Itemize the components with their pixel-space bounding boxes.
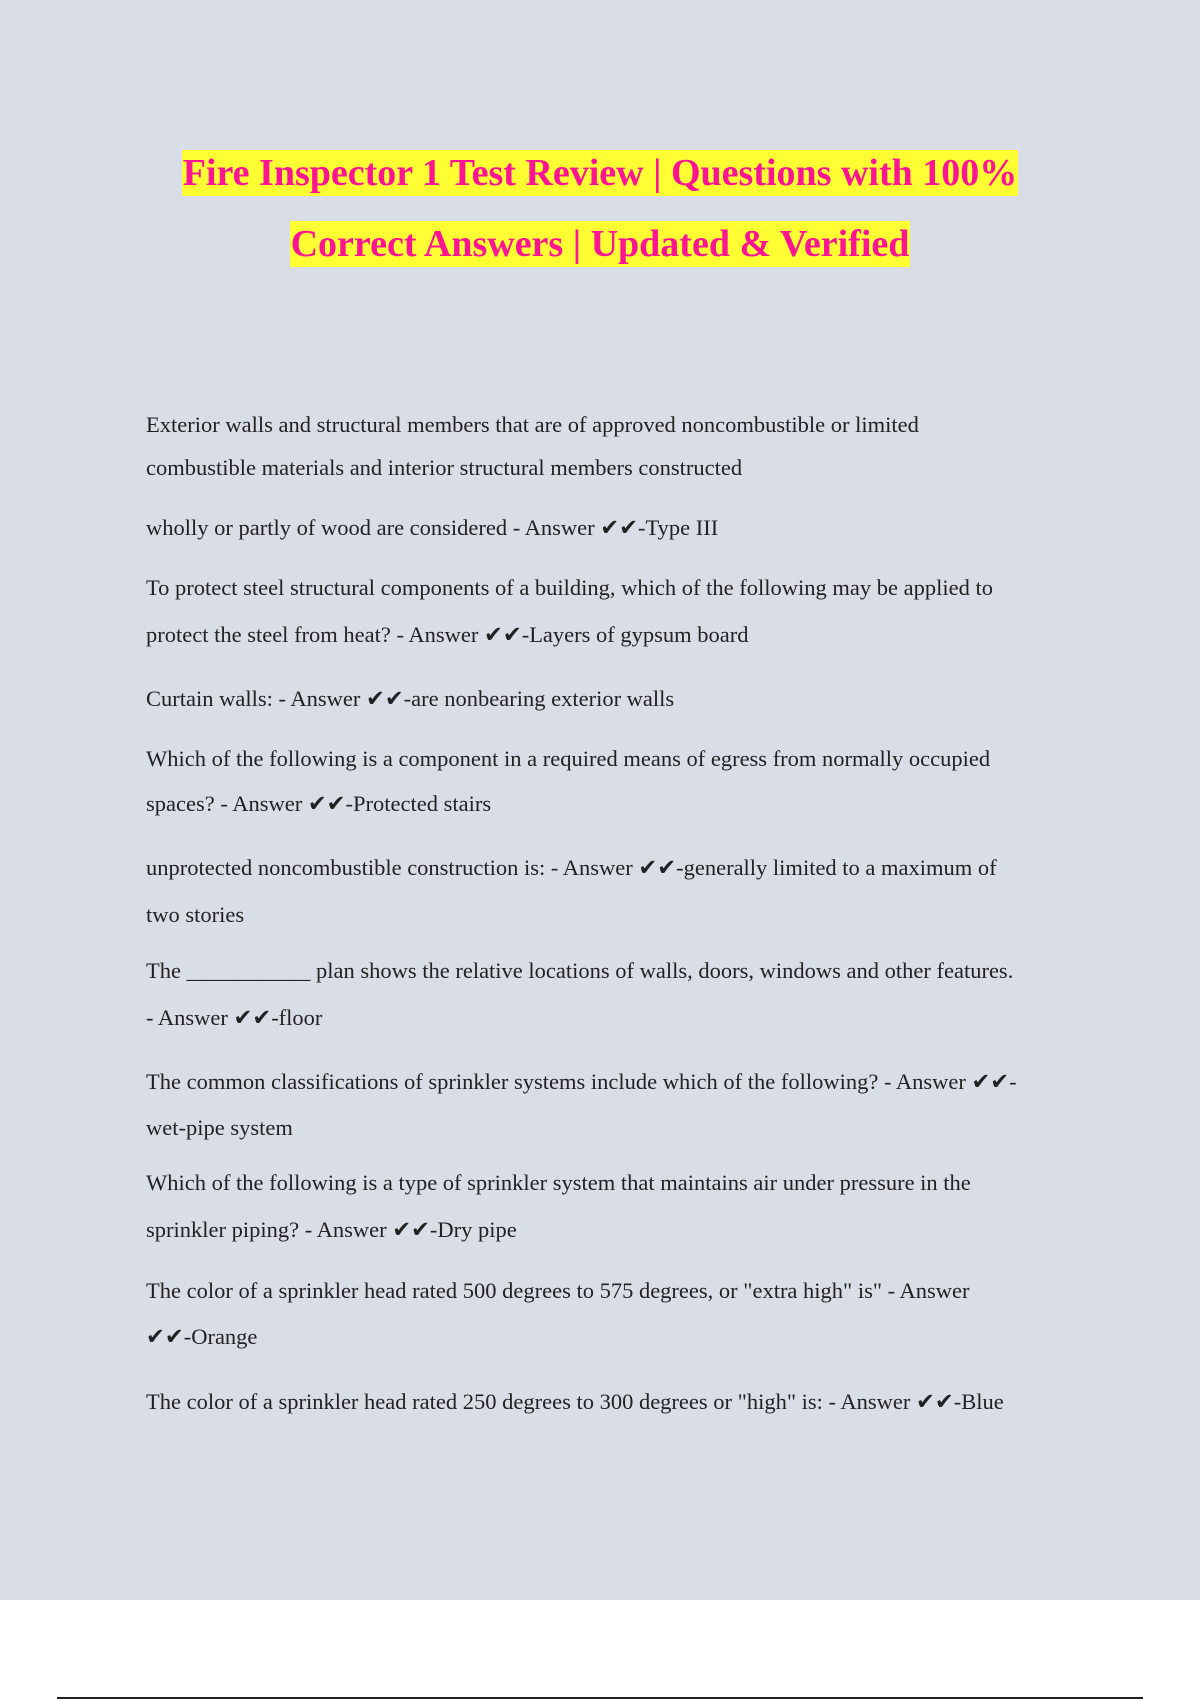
question-answer-line: unprotected noncombustible construction is: - Answer ✔✔-generally limited to a maximum of <box>146 855 997 880</box>
question-text: To protect steel structural components of a building, which of the following may be applied to <box>146 575 993 600</box>
question-text: Which of the following is a type of sprinkler system that maintains air under pressure in the <box>146 1170 971 1195</box>
question-text: The ___________ plan shows the relative locations of walls, doors, windows and other features. <box>146 958 1014 983</box>
question-answer-line: The color of a sprinkler head rated 500 degrees to 575 degrees, or "extra high" is" - Answer <box>146 1278 970 1303</box>
answer-continuation: two stories <box>146 902 245 927</box>
question-answer-line: - Answer ✔✔-floor <box>146 1005 323 1030</box>
question-text: Exterior walls and structural members that are of approved noncombustible or limited <box>146 412 919 437</box>
question-text: Which of the following is a component in a required means of egress from normally occupied <box>146 746 991 771</box>
answer-continuation: ✔✔-Orange <box>146 1324 258 1349</box>
question-answer-line: wholly or partly of wood are considered - Answer ✔✔-Type III <box>146 515 719 540</box>
question-text: combustible materials and interior structural members constructed <box>146 455 743 480</box>
title-line-1: Fire Inspector 1 Test Review | Questions with 100% <box>182 152 1018 194</box>
answer-continuation: wet-pipe system <box>146 1115 293 1140</box>
question-answer-line: protect the steel from heat? - Answer ✔✔-Layers of gypsum board <box>146 622 749 647</box>
question-answer-line: The color of a sprinkler head rated 250 degrees to 300 degrees or "high" is: - Answer ✔✔-Blue <box>146 1389 1004 1414</box>
footer-rule <box>57 1697 1143 1699</box>
question-answer-line: Curtain walls: - Answer ✔✔-are nonbearing exterior walls <box>146 686 675 711</box>
question-answer-line: spaces? - Answer ✔✔-Protected stairs <box>146 791 492 816</box>
title-line-2: Correct Answers | Updated & Verified <box>290 223 910 265</box>
document-title <box>100 138 1100 280</box>
question-answer-line: The common classifications of sprinkler systems include which of the following? - Answer ✔✔- <box>146 1069 1017 1094</box>
question-answer-line: sprinkler piping? - Answer ✔✔-Dry pipe <box>146 1217 517 1242</box>
